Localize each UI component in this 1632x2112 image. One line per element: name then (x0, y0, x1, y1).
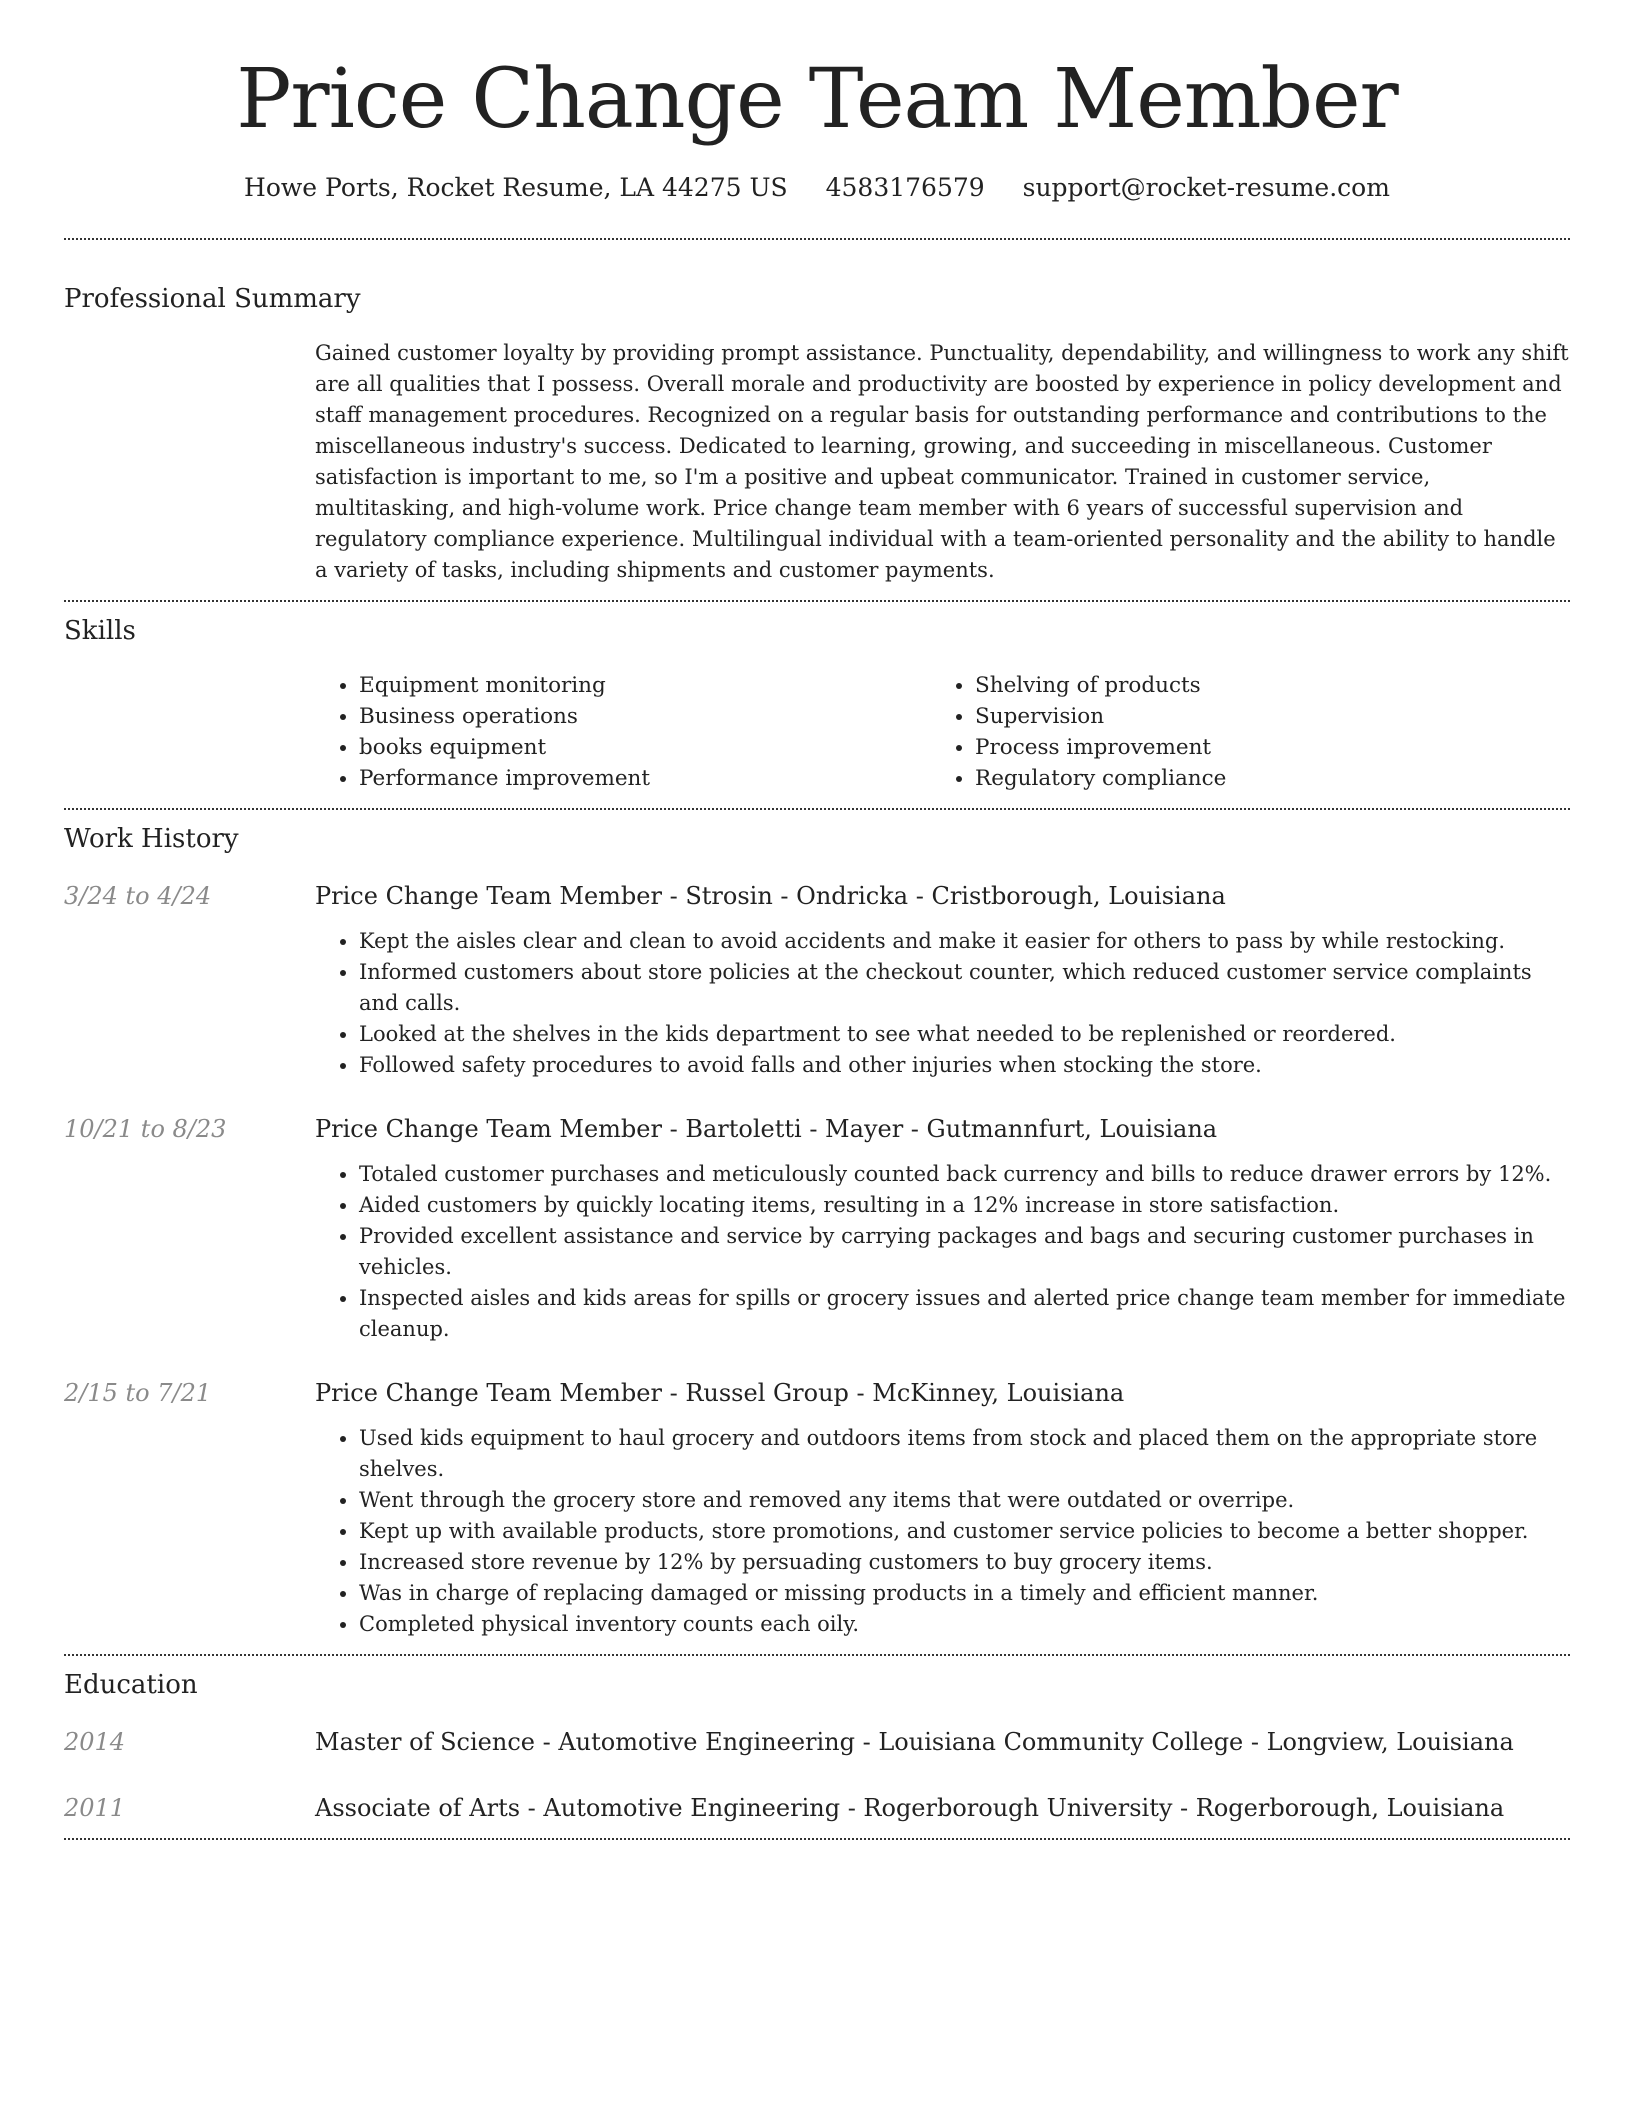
email: support@rocket-resume.com (1022, 173, 1390, 202)
resume-page (64, 0, 1570, 1840)
job-bullets (315, 1423, 1570, 1640)
job-title: Price Change Team Member - Strosin - Ondricka - Cristborough, Louisiana (315, 882, 1226, 910)
education-details: Master of Science - Automotive Engineering - Louisiana Community College - Longview, Louisiana (315, 1728, 1514, 1756)
job-bullet: • Aided customers by quickly locating items, resulting in a 12% increase in store satisfaction. (359, 1190, 1570, 1221)
education-entry (64, 1724, 1570, 1760)
skill-item: • Regulatory compliance (975, 763, 1547, 794)
section-title-skills: Skills (64, 616, 136, 646)
job-bullet: • Kept the aisles clear and clean to avoid accidents and make it easier for others to pass by while restocking. (359, 926, 1570, 957)
job-bullet: • Went through the grocery store and removed any items that were outdated or overripe. (359, 1485, 1570, 1516)
skill-item: • Performance improvement (359, 763, 931, 794)
skill-item: • Supervision (975, 701, 1547, 732)
job-body (315, 878, 1570, 1081)
job-bullet: • Totaled customer purchases and meticulously counted back currency and bills to reduce drawer errors by 12%. (359, 1159, 1570, 1190)
education-section (64, 1656, 1570, 1838)
job-entry (64, 1375, 1570, 1640)
education-year: 2011 (64, 1794, 126, 1822)
work-history-section (64, 810, 1570, 1654)
job-bullet: • Followed safety procedures to avoid falls and other injuries when stocking the store. (359, 1050, 1570, 1081)
skill-item: • Process improvement (975, 732, 1547, 763)
job-bullet: • Completed physical inventory counts each oily. (359, 1609, 1570, 1640)
skill-item: • Equipment monitoring (359, 670, 931, 701)
skill-item: • Business operations (359, 701, 931, 732)
job-bullet: • Provided excellent assistance and service by carrying packages and bags and securing customer purchases in vehicles. (359, 1221, 1570, 1283)
skills-grid (315, 670, 1570, 808)
candidate-name: Price Change Team Member (236, 52, 1398, 147)
job-bullet: • Inspected aisles and kids areas for spills or grocery issues and alerted price change team member for immediate cleanup. (359, 1283, 1570, 1345)
skills-column-left (315, 670, 931, 794)
summary-text: Gained customer loyalty by providing prompt assistance. Punctuality, dependability, and willingness to work any shift are all qualities that I possess. Overall morale and productivity are boosted by experience in policy development and staff management procedures. Recognized on a regular basis for outstanding performance and contributions to the miscellaneous industry's success. Dedicated to learning, growing, and succeeding in miscellaneous. Customer satisfaction is important to me, so I'm a positive and upbeat communicator. Trained in customer service, multitasking, and high-volume work. Price change team member with 6 years of successful supervision and regulatory compliance experience. Multilingual individual with a team-oriented personality and the ability to handle a variety of tasks, including shipments and customer payments. (315, 341, 1569, 582)
phone: 4583176579 (825, 173, 985, 202)
job-dates: 3/24 to 4/24 (64, 882, 212, 910)
summary-section (64, 240, 1570, 600)
skill-item: • Shelving of products (975, 670, 1547, 701)
address: Howe Ports, Rocket Resume, LA 44275 US (244, 173, 788, 202)
skills-column-right (931, 670, 1547, 794)
contact-line (64, 170, 1570, 206)
job-entry (64, 1111, 1570, 1345)
job-bullet: • Kept up with available products, store promotions, and customer service policies to become a better shopper. (359, 1516, 1570, 1547)
job-dates: 10/21 to 8/23 (64, 1115, 227, 1143)
job-bullet: • Looked at the shelves in the kids department to see what needed to be replenished or reordered. (359, 1019, 1570, 1050)
job-bullet: • Increased store revenue by 12% by persuading customers to buy grocery items. (359, 1547, 1570, 1578)
job-bullet: • Informed customers about store policies at the checkout counter, which reduced customer service complaints and calls. (359, 957, 1570, 1019)
job-dates: 2/15 to 7/21 (64, 1379, 212, 1407)
job-bullets (315, 1159, 1570, 1345)
job-bullets (315, 926, 1570, 1081)
job-list (64, 878, 1570, 1654)
divider (64, 1838, 1570, 1840)
job-bullet: • Used kids equipment to haul grocery and outdoors items from stock and placed them on the appropriate store shelves. (359, 1423, 1570, 1485)
education-year: 2014 (64, 1728, 126, 1756)
skills-section (64, 602, 1570, 808)
section-title-summary: Professional Summary (64, 284, 361, 314)
job-title: Price Change Team Member - Russel Group - McKinney, Louisiana (315, 1379, 1125, 1407)
section-title-work: Work History (64, 824, 239, 854)
education-details: Associate of Arts - Automotive Engineering - Rogerborough University - Rogerborough, Louisiana (315, 1794, 1505, 1822)
education-list (64, 1724, 1570, 1838)
job-title: Price Change Team Member - Bartoletti - Mayer - Gutmannfurt, Louisiana (315, 1115, 1218, 1143)
section-title-education: Education (64, 1670, 198, 1700)
job-body (315, 1375, 1570, 1640)
skill-item: • books equipment (359, 732, 931, 763)
job-body (315, 1111, 1570, 1345)
education-entry (64, 1790, 1570, 1826)
job-bullet: • Was in charge of replacing damaged or missing products in a timely and efficient manner. (359, 1578, 1570, 1609)
job-entry (64, 878, 1570, 1081)
